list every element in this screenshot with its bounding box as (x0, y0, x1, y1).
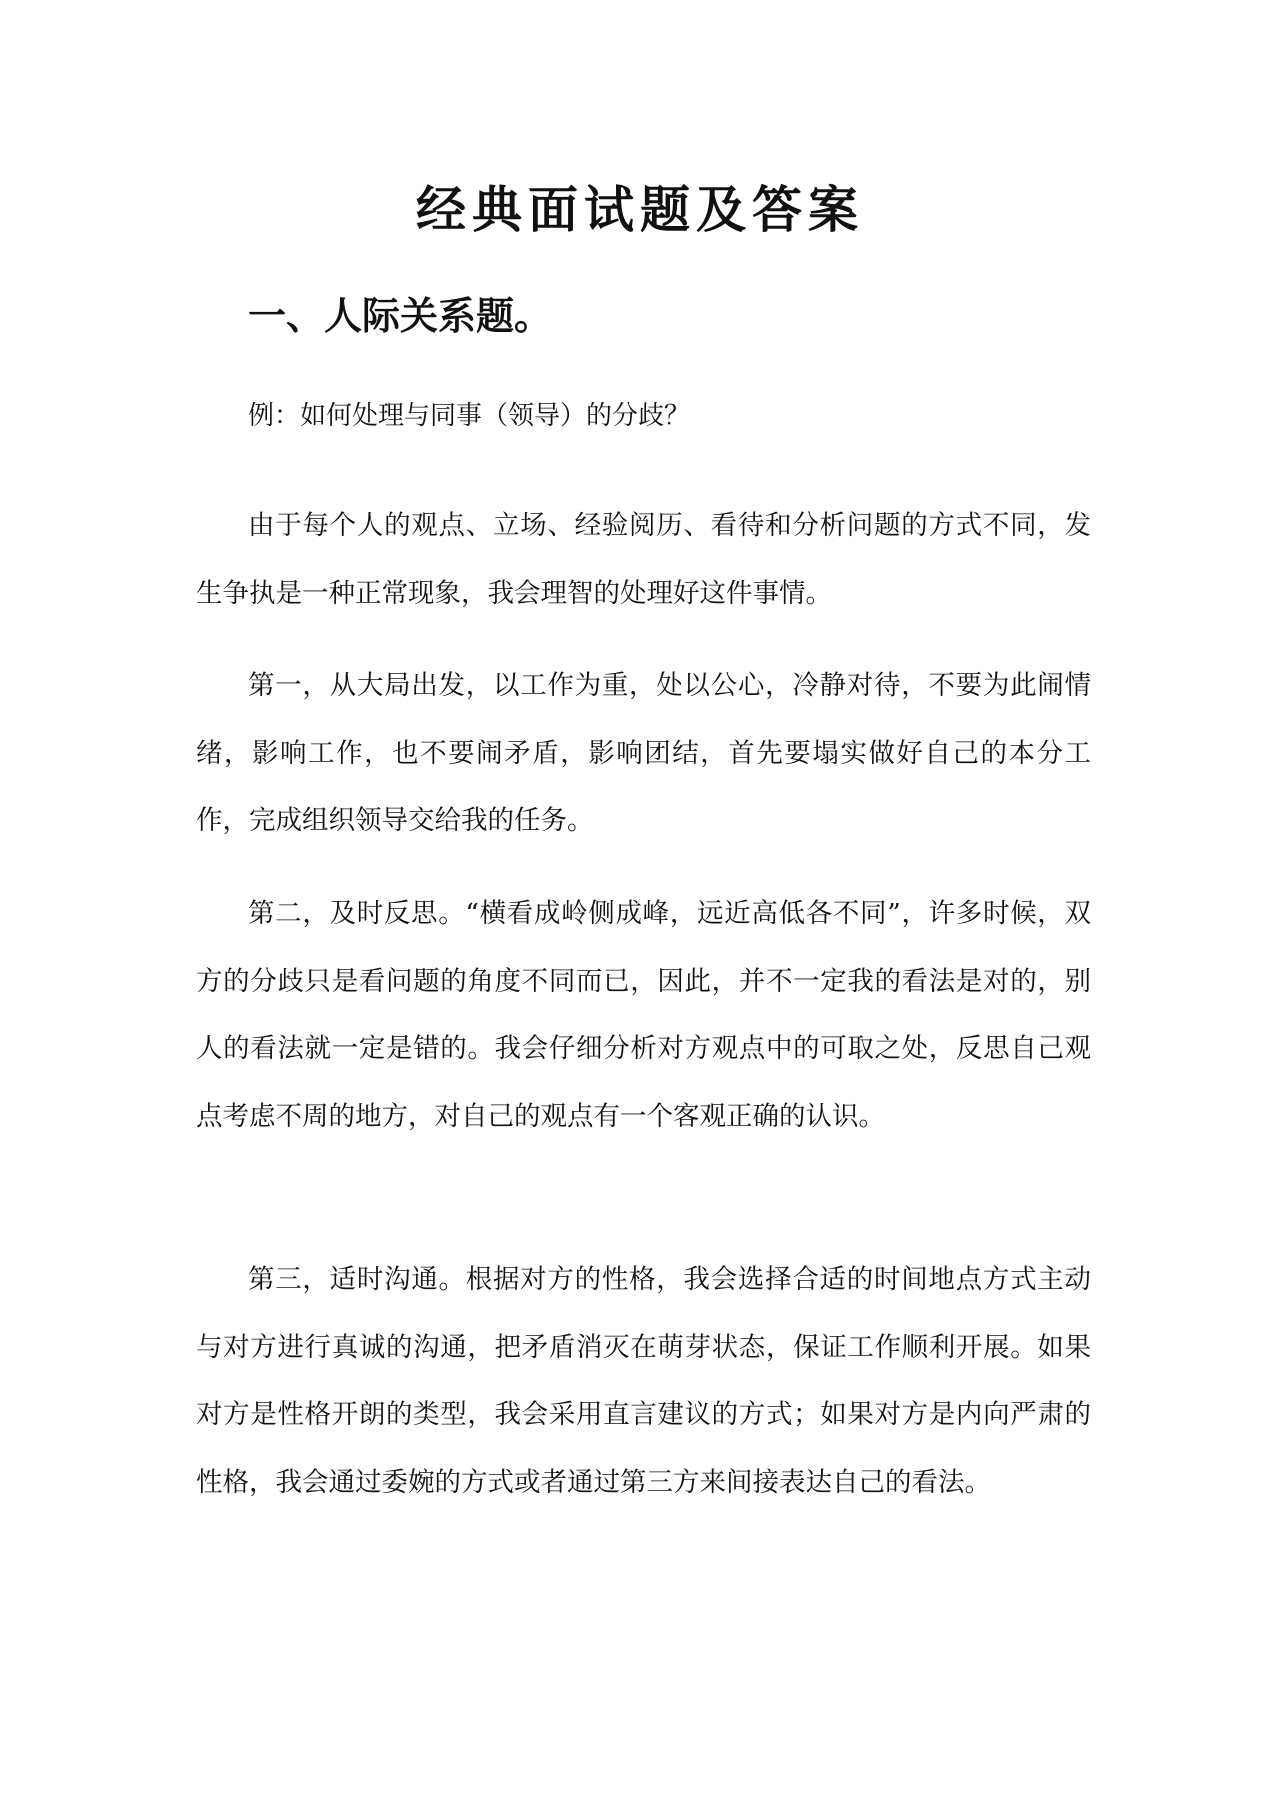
answer-paragraph: 第二，及时反思。“横看成岭侧成峰，远近高低各不同”，许多时候，双方的分歧只是看问题的角度不同而已，因此，并不一定我的看法是对的，别人的看法就一定是错的。我会仔细分析对方观点中的可取之处，反思自己观点考虑不周的地方，对自己的观点有一个客观正确的认识。 (196, 898, 1091, 1132)
answer-paragraph: 第一，从大局出发，以工作为重，处以公心，冷静对待，不要为此闹情绪，影响工作，也不要闹矛盾，影响团结，首先要塌实做好自己的本分工作，完成组织领导交给我的任务。 (196, 670, 1091, 836)
document-title: 经典面试题及答案 (416, 181, 864, 239)
answer-paragraph: 第三，适时沟通。根据对方的性格，我会选择合适的时间地点方式主动与对方进行真诚的沟通，把矛盾消灭在萌芽状态，保证工作顺利开展。如果对方是性格开朗的类型，我会采用直言建议的方式；如果对方是内向严肃的性格，我会通过委婉的方式或者通过第三方来间接表达自己的看法。 (196, 1264, 1091, 1498)
question-text: 例：如何处理与同事（领导）的分歧？ (248, 401, 691, 431)
section-heading: 一、人际关系题。 (248, 294, 553, 338)
answer-paragraph: 由于每个人的观点、立场、经验阅历、看待和分析问题的方式不同，发生争执是一种正常现象，我会理智的处理好这件事情。 (196, 510, 1091, 609)
